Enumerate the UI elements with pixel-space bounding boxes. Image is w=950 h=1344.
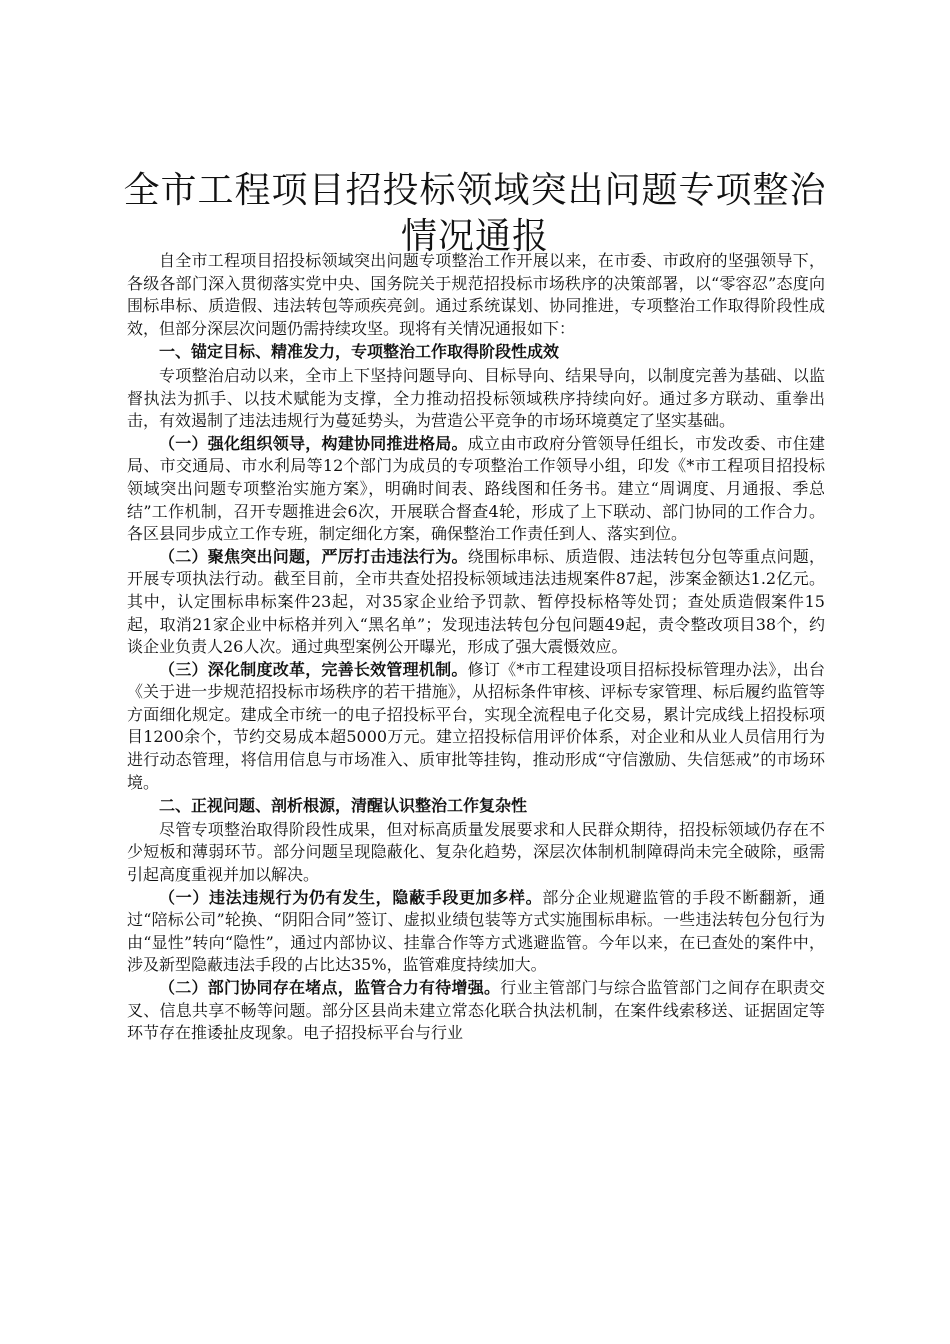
section-2-intro: 尽管专项整治取得阶段性成果，但对标高质量发展要求和人民群众期待，招投标领域仍存在不少短板和薄弱环节。部分问题呈现隐蔽化、复杂化趋势，深层次体制机制障碍尚未完全破除，亟需引起高度重视并加以解决。 bbox=[127, 819, 825, 885]
section-1-item-2 bbox=[127, 546, 825, 659]
intro-paragraph: 自全市工程项目招投标领域突出问题专项整治工作开展以来，在市委、市政府的坚强领导下，各级各部门深入贯彻落实党中央、国务院关于规范招投标市场秩序的决策部署，以“零容忍”态度向围标串标、质造假、违法转包等顽疾亮剑。通过系统谋划、协同推进，专项整治工作取得阶段性成效，但部分深层次问题仍需持续攻坚。现将有关情况通报如下： bbox=[127, 251, 825, 338]
section-2-item-1-text: 部分企业规避监管的手段不断翻新，通过“陪标公司”轮换、“阴阳合同”签订、虚拟业绩包装等方式实施围标串标。一些违法转包分包行为由“显性”转向“隐性”，通过内部协议、挂靠合作等方式逃避监管。今年以来，在已查处的案件中，涉及新型隐蔽违法手段的占比达35%，监管难度持续加大。 bbox=[127, 887, 825, 975]
section-2-item-2-text: 行业主管部门与综合监管部门之间存在职责交叉、信息共享不畅等问题。部分区县尚未建立常态化联合执法机制，在案件线索移送、证据固定等环节存在推诿扯皮现象。电子招投标平台与行业 bbox=[127, 978, 825, 1043]
section-1-item-3 bbox=[127, 659, 825, 795]
section-1-heading: 一、锚定目标、精准发力，专项整治工作取得阶段性成效 bbox=[159, 342, 560, 362]
section-1-item-3-lead: （三）深化制度改革，完善长效管理机制。 bbox=[159, 659, 468, 679]
section-2-item-1 bbox=[127, 887, 825, 977]
section-2-item-1-lead: （一）违法违规行为仍有发生，隐蔽手段更加多样。 bbox=[159, 887, 543, 907]
section-1-item-1-lead: （一）强化组织领导，构建协同推进格局。 bbox=[159, 433, 468, 453]
document-body bbox=[127, 250, 825, 1045]
section-1-item-1-text: 成立由市政府分管领导任组长，市发改委、市住建局、市交通局、市水利局等12个部门为成员的专项整治工作领导小组，印发《*市工程项目招投标领域突出问题专项整治实施方案》，明确时间表、路线图和任务书。建立“周调度、月通报、季总结”工作机制，召开专题推进会6次，开展联合督查4轮，形成了上下联动、部门协同的工作合力。各区县同步成立工作专班，制定细化方案，确保整治工作责任到人、落实到位。 bbox=[127, 433, 825, 544]
section-1-item-2-lead: （二）聚焦突出问题，严厉打击违法行为。 bbox=[159, 546, 468, 566]
section-1-item-3-text: 修订《*市工程建设项目招标投标管理办法》，出台《关于进一步规范招投标市场秩序的若干措施》，从招标条件审核、评标专家管理、标后履约监管等方面细化规定。建成全市统一的电子招投标平台，实现全流程电子化交易，累计完成线上招投标项目1200余个，节约交易成本超5000万元。建立招投标信用评价体系，对企业和从业人员信用行为进行动态管理，将信用信息与市场准入、质审批等挂钩，推动形成“守信激励、失信惩戒”的市场环境。 bbox=[127, 659, 825, 792]
section-1-item-1 bbox=[127, 433, 825, 546]
document-title: 全市工程项目招投标领域突出问题专项整治情况通报 bbox=[123, 170, 827, 257]
section-1-intro: 专项整治启动以来，全市上下坚持问题导向、目标导向、结果导向，以制度完善为基础、以监督执法为抓手、以技术赋能为支撑，全力推动招投标领域秩序持续向好。通过多方联动、重拳出击，有效遏制了违法违规行为蔓延势头，为营造公平竞争的市场环境奠定了坚实基础。 bbox=[127, 365, 825, 431]
section-2-item-2-lead: （二）部门协同存在堵点，监管合力有待增强。 bbox=[159, 978, 501, 997]
section-2-heading: 二、正视问题、剖析根源，清醒认识整治工作复杂性 bbox=[159, 796, 528, 816]
section-1-item-2-text: 绕围标串标、质造假、违法转包分包等重点问题，开展专项执法行动。截至目前，全市共查处招投标领域违法违规案件87起，涉案金额达1.2亿元。其中，认定围标串标案件23起，对35家企业给予罚款、暂停投标格等处罚；查处质造假案件15起，取消21家企业中标格并列入“黑名单”；发现违法转包分包问题49起，责令整改项目38个，约谈企业负责人26人次。通过典型案例公开曝光，形成了强大震慑效应。 bbox=[127, 546, 825, 657]
section-2-item-2 bbox=[127, 977, 825, 1045]
